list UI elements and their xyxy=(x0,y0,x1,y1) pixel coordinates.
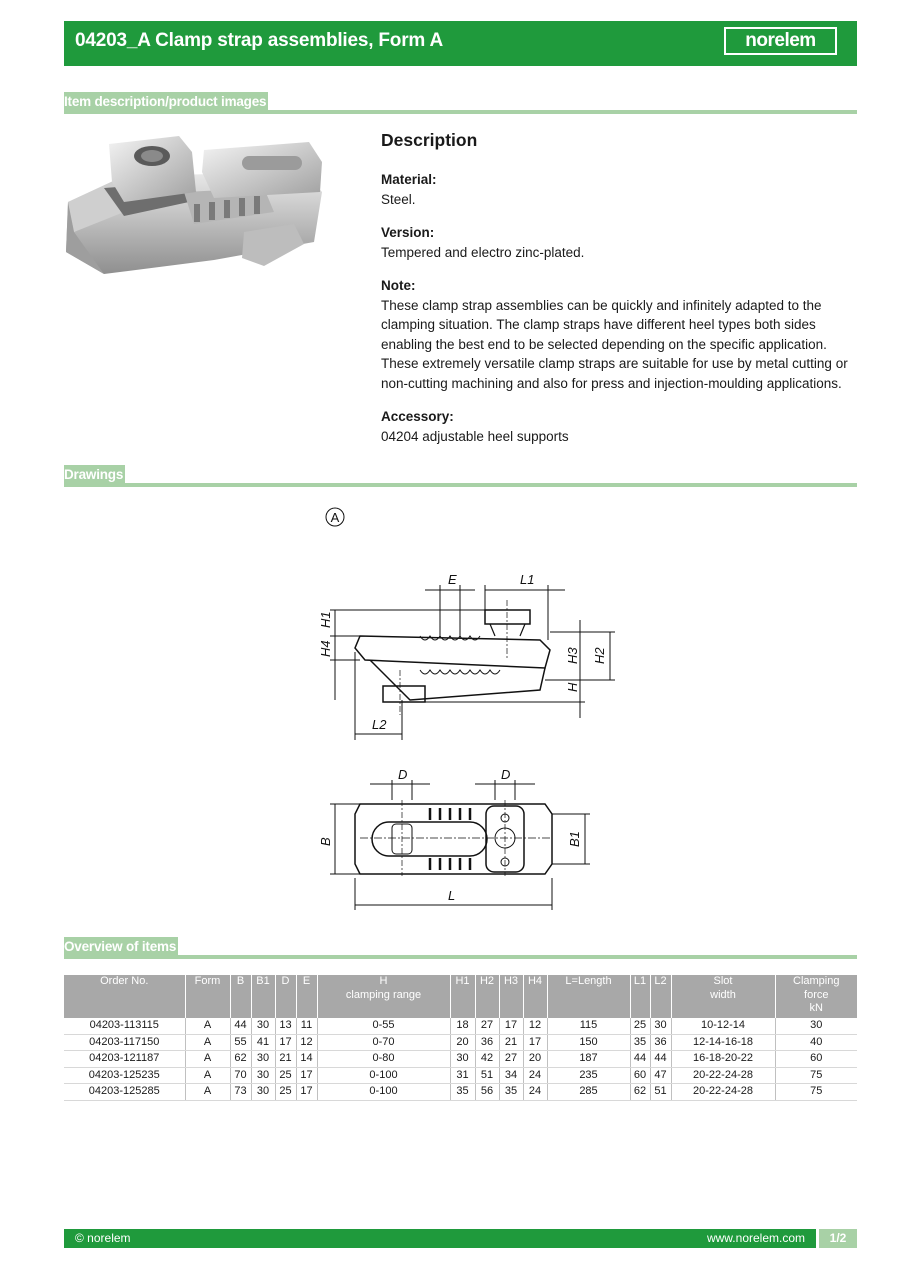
table-cell: 30 xyxy=(251,1018,275,1034)
table-cell: 34 xyxy=(499,1067,523,1084)
accessory-value: 04204 adjustable heel supports xyxy=(381,428,569,444)
table-cell: 30 xyxy=(251,1067,275,1084)
dim-label-l2: L2 xyxy=(372,717,387,732)
table-cell: 17 xyxy=(296,1067,317,1084)
table-cell: 35 xyxy=(499,1084,523,1101)
table-cell: 25 xyxy=(275,1067,296,1084)
table-cell: 20 xyxy=(450,1034,475,1051)
form-marker: A xyxy=(330,510,340,525)
dim-label-b1: B1 xyxy=(567,831,582,847)
table-cell: 62 xyxy=(630,1084,650,1101)
version-value: Tempered and electro zinc-plated. xyxy=(381,244,585,260)
section-title: Item description/product images xyxy=(64,92,268,112)
table-row xyxy=(64,1018,857,1034)
column-header: H4 xyxy=(523,975,547,1018)
description-heading: Description xyxy=(381,130,478,150)
table-cell: 0-100 xyxy=(317,1084,450,1101)
table-cell: 55 xyxy=(230,1034,251,1051)
table-cell: 75 xyxy=(775,1067,857,1084)
version-label: Version: xyxy=(381,225,435,240)
table-cell: 51 xyxy=(650,1084,671,1101)
table-cell: 42 xyxy=(475,1051,499,1068)
table-cell: 30 xyxy=(650,1018,671,1034)
table-cell: 14 xyxy=(296,1051,317,1068)
column-header: H2 xyxy=(475,975,499,1018)
table-cell: 0-70 xyxy=(317,1034,450,1051)
material-value: Steel. xyxy=(381,191,416,207)
table-cell: 04203-117150 xyxy=(64,1034,185,1051)
column-header: L1 xyxy=(630,975,650,1018)
section-title: Drawings xyxy=(64,465,125,485)
table-cell: 25 xyxy=(275,1084,296,1101)
table-cell: 30 xyxy=(251,1084,275,1101)
table-cell: 36 xyxy=(475,1034,499,1051)
table-cell: 17 xyxy=(296,1084,317,1101)
column-header: H1 xyxy=(450,975,475,1018)
table-cell: 12 xyxy=(296,1034,317,1051)
section-item-description xyxy=(64,92,857,114)
column-header: D xyxy=(275,975,296,1018)
page-number: 1/2 xyxy=(816,1229,857,1248)
items-table xyxy=(64,975,857,1101)
table-cell: 17 xyxy=(275,1034,296,1051)
table-cell: 27 xyxy=(475,1018,499,1034)
table-cell: A xyxy=(185,1051,230,1068)
column-header: Slot width xyxy=(671,975,775,1018)
table-cell: 04203-113115 xyxy=(64,1018,185,1034)
table-cell: 04203-121187 xyxy=(64,1051,185,1068)
section-drawings xyxy=(64,465,857,487)
column-header: Clamping force kN xyxy=(775,975,857,1018)
table-cell: 21 xyxy=(275,1051,296,1068)
table-cell: 30 xyxy=(450,1051,475,1068)
table-cell: 30 xyxy=(775,1018,857,1034)
copyright: © norelem xyxy=(75,1231,131,1245)
table-cell: 30 xyxy=(251,1051,275,1068)
dim-label-h2: H2 xyxy=(592,647,607,664)
table-row xyxy=(64,1084,857,1101)
table-cell: 24 xyxy=(523,1067,547,1084)
table-cell: 47 xyxy=(650,1067,671,1084)
page-header xyxy=(64,21,857,66)
table-cell: 17 xyxy=(499,1018,523,1034)
table-cell: 18 xyxy=(450,1018,475,1034)
table-cell: A xyxy=(185,1084,230,1101)
table-cell: 187 xyxy=(547,1051,630,1068)
table-cell: 31 xyxy=(450,1067,475,1084)
column-header: Order No. xyxy=(64,975,185,1018)
dim-label-h3: H3 xyxy=(565,647,580,664)
top-view xyxy=(330,780,590,910)
dim-label-e: E xyxy=(448,572,457,587)
table-cell: 20 xyxy=(523,1051,547,1068)
table-cell: 40 xyxy=(775,1034,857,1051)
norelem-logo: norelem xyxy=(724,27,837,55)
technical-drawing xyxy=(300,500,640,920)
table-cell: 21 xyxy=(499,1034,523,1051)
table-cell: 12 xyxy=(523,1018,547,1034)
table-cell: A xyxy=(185,1067,230,1084)
table-cell: 56 xyxy=(475,1084,499,1101)
table-cell: 25 xyxy=(630,1018,650,1034)
table-cell: 11 xyxy=(296,1018,317,1034)
description-block xyxy=(381,128,859,460)
material-label: Material: xyxy=(381,172,437,187)
table-cell: 24 xyxy=(523,1084,547,1101)
dim-label-d-left: D xyxy=(398,767,408,782)
table-cell: 285 xyxy=(547,1084,630,1101)
table-cell: 60 xyxy=(775,1051,857,1068)
website-link[interactable]: www.norelem.com xyxy=(706,1231,805,1245)
column-header: Form xyxy=(185,975,230,1018)
page-footer xyxy=(64,1229,857,1248)
column-header: B xyxy=(230,975,251,1018)
table-cell: 44 xyxy=(230,1018,251,1034)
column-header: H3 xyxy=(499,975,523,1018)
column-header: H clamping range xyxy=(317,975,450,1018)
table-header-row xyxy=(64,975,857,1018)
dim-label-b: B xyxy=(318,837,333,846)
table-cell: 73 xyxy=(230,1084,251,1101)
table-cell: 04203-125235 xyxy=(64,1067,185,1084)
column-header: E xyxy=(296,975,317,1018)
table-cell: 0-80 xyxy=(317,1051,450,1068)
note-value: These clamp strap assemblies can be quickly and infinitely adapted to the clamping situation. The clamp straps have different heel types both sides enabling the best end to be selected depending on the specific application. These extremely versatile clamp straps are suitable for use by metal cutting or non-cutting machining and also for press and injection-moulding applications. xyxy=(381,297,848,391)
table-row xyxy=(64,1067,857,1084)
table-cell: 0-55 xyxy=(317,1018,450,1034)
table-cell: 17 xyxy=(523,1034,547,1051)
table-cell: 04203-125285 xyxy=(64,1084,185,1101)
table-cell: 150 xyxy=(547,1034,630,1051)
dim-label-h: H xyxy=(565,682,580,692)
column-header: L2 xyxy=(650,975,671,1018)
table-cell: 62 xyxy=(230,1051,251,1068)
dim-label-d-right: D xyxy=(501,767,511,782)
section-title: Overview of items xyxy=(64,937,178,957)
table-cell: 115 xyxy=(547,1018,630,1034)
column-header: L=Length xyxy=(547,975,630,1018)
table-cell: 51 xyxy=(475,1067,499,1084)
table-cell: A xyxy=(185,1034,230,1051)
table-cell: 70 xyxy=(230,1067,251,1084)
table-cell: 16-18-20-22 xyxy=(671,1051,775,1068)
table-cell: A xyxy=(185,1018,230,1034)
table-row xyxy=(64,1034,857,1051)
table-cell: 20-22-24-28 xyxy=(671,1067,775,1084)
product-image xyxy=(64,132,326,274)
accessory-label: Accessory: xyxy=(381,409,454,424)
table-cell: 12-14-16-18 xyxy=(671,1034,775,1051)
table-cell: 75 xyxy=(775,1084,857,1101)
table-cell: 44 xyxy=(650,1051,671,1068)
dim-label-l1: L1 xyxy=(520,572,535,587)
table-cell: 0-100 xyxy=(317,1067,450,1084)
table-cell: 36 xyxy=(650,1034,671,1051)
table-cell: 35 xyxy=(450,1084,475,1101)
table-cell: 60 xyxy=(630,1067,650,1084)
table-cell: 13 xyxy=(275,1018,296,1034)
table-cell: 20-22-24-28 xyxy=(671,1084,775,1101)
page-title: 04203_A Clamp strap assemblies, Form A xyxy=(75,30,443,51)
note-label: Note: xyxy=(381,278,416,293)
column-header: B1 xyxy=(251,975,275,1018)
dim-label-l: L xyxy=(448,888,456,903)
table-cell: 44 xyxy=(630,1051,650,1068)
table-cell: 235 xyxy=(547,1067,630,1084)
table-cell: 10-12-14 xyxy=(671,1018,775,1034)
table-row xyxy=(64,1051,857,1068)
table-cell: 35 xyxy=(630,1034,650,1051)
dim-label-h1: H1 xyxy=(318,611,333,628)
section-overview xyxy=(64,937,857,959)
dim-label-h4: H4 xyxy=(318,640,333,657)
table-cell: 41 xyxy=(251,1034,275,1051)
table-cell: 27 xyxy=(499,1051,523,1068)
